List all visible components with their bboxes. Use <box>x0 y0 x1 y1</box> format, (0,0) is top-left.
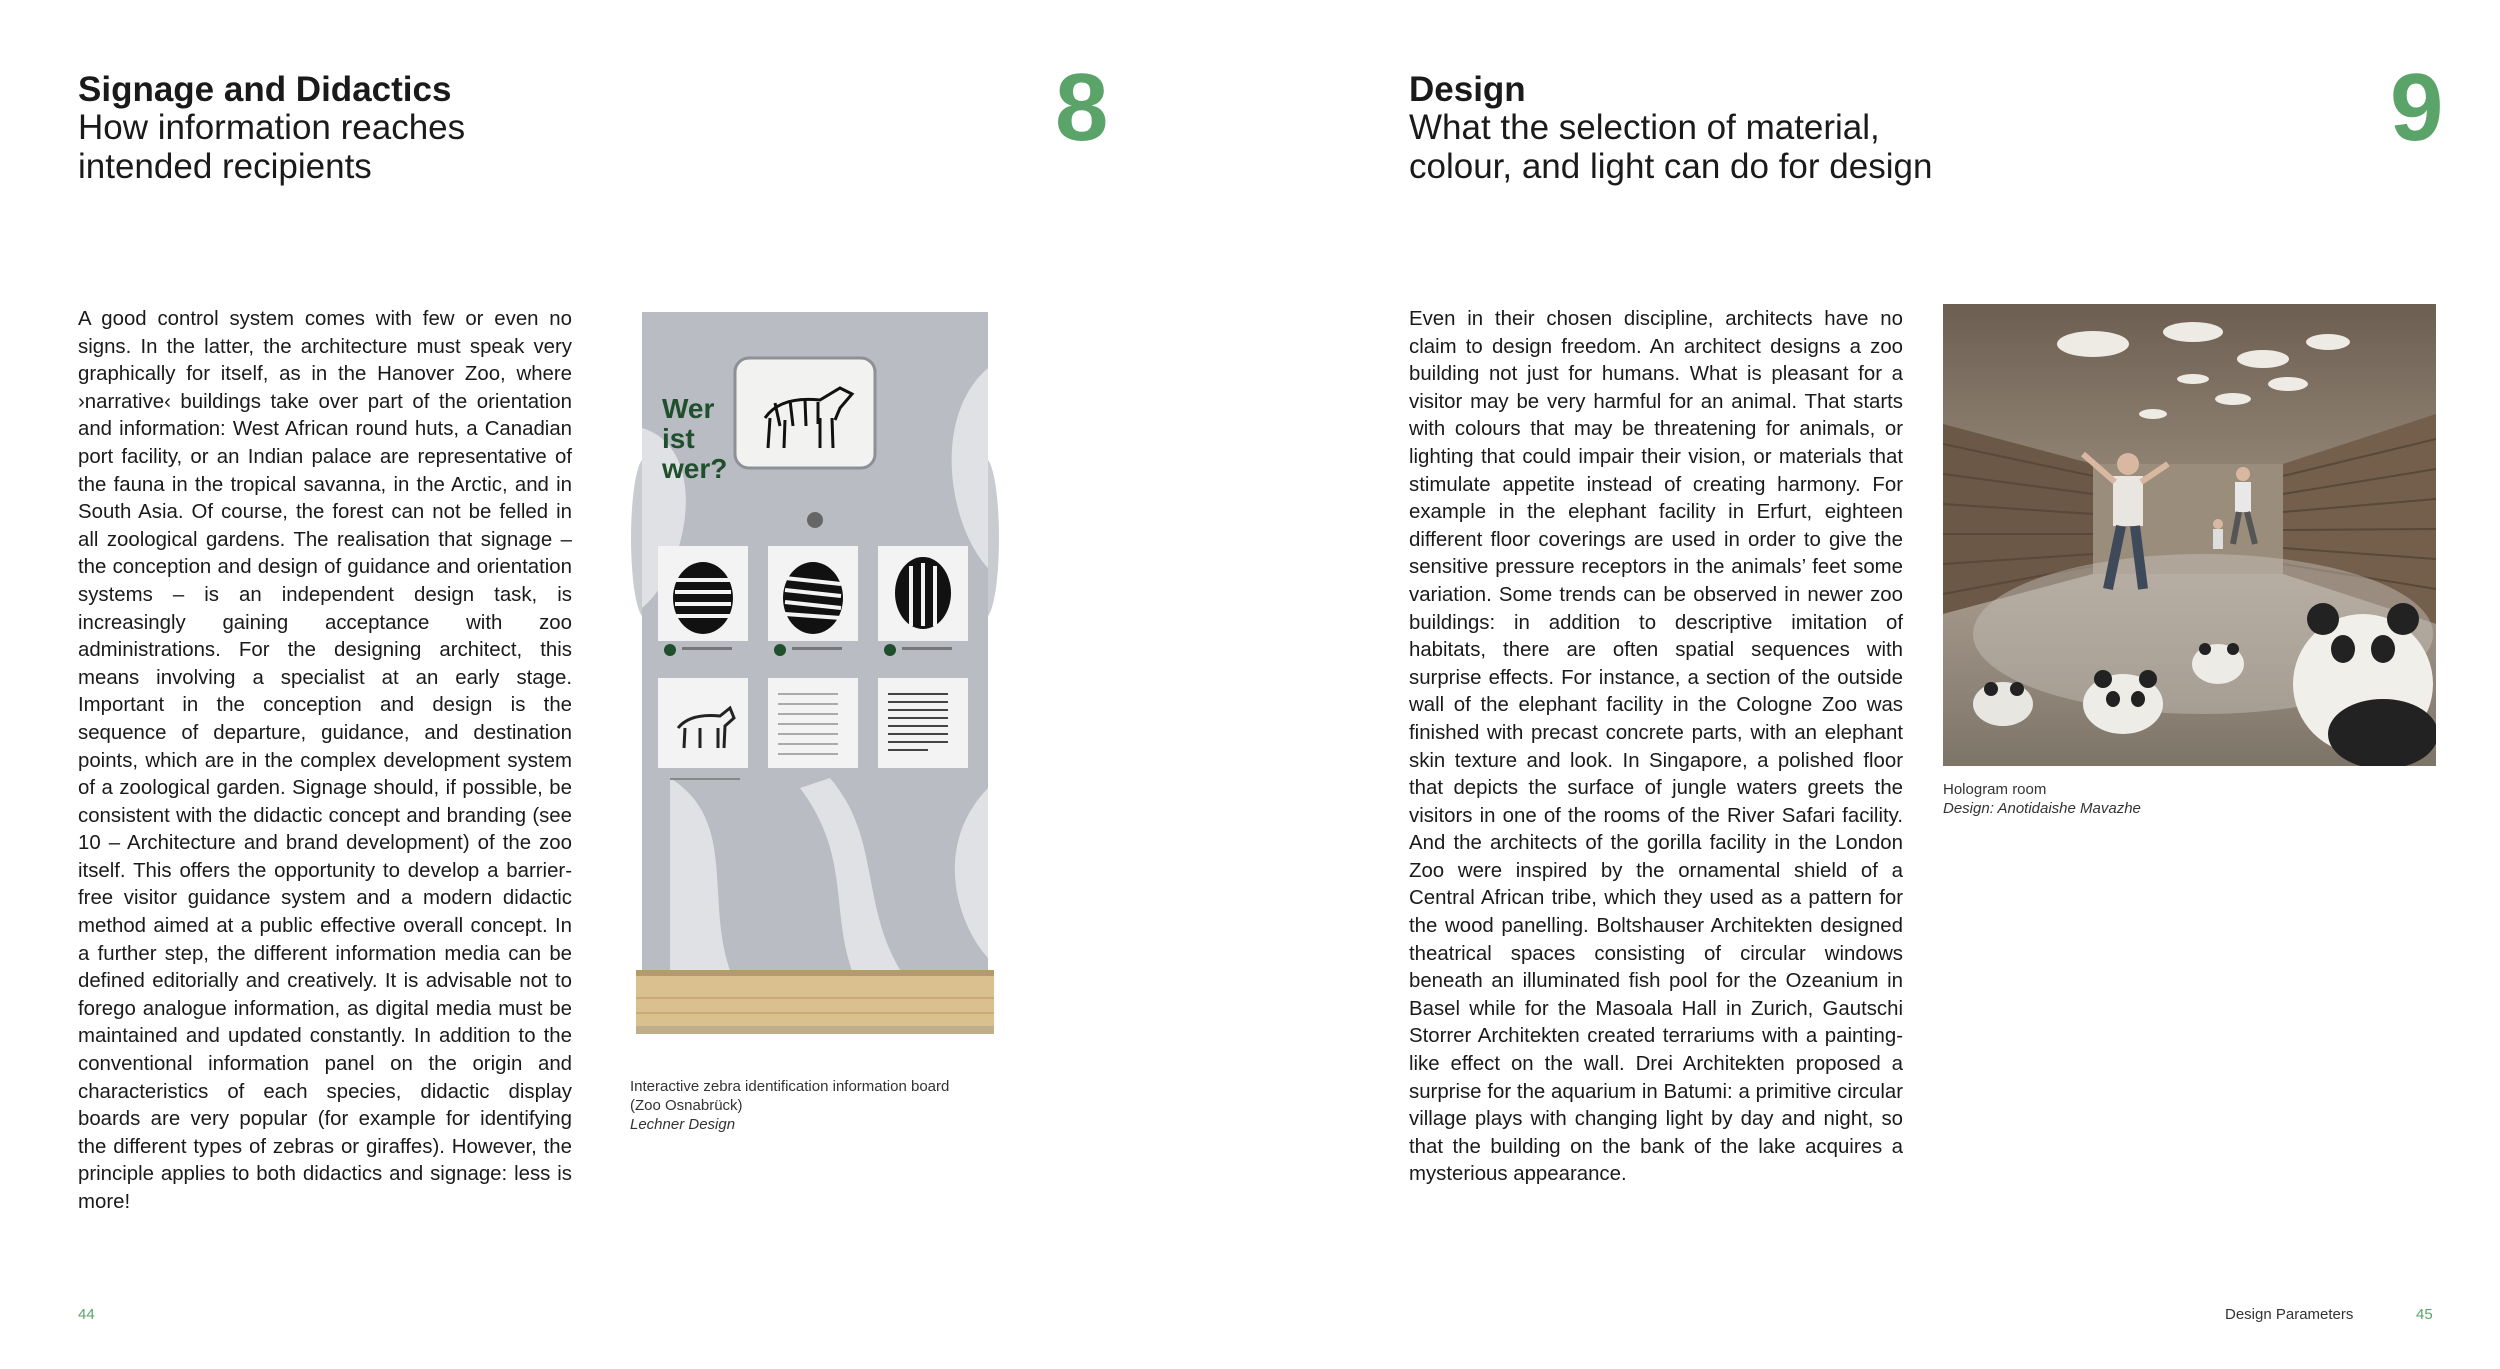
section-title: Signage and Didactics <box>78 70 452 109</box>
caption-line: Interactive zebra identification information board <box>630 1078 950 1095</box>
section-number: 8 <box>1055 54 1109 161</box>
page-number-right: 45 <box>2416 1306 2433 1323</box>
body-text: Even in their chosen discipline, architects have no claim to design freedom. An architect designs a zoo building not just for humans. What is pleasant for a visitor may be very harmful for an animal. That starts with colours that may be threatening for animals, or lighting that could impair their vision, or materials that stimulate appetite instead of creating harmony. For example in the elephant facility in Erfurt, eighteen different floor coverings are used in order to give the sensitive pressure receptors in the animals’ feet some variation. Some trends can be observed in newer zoo buildings: in addition to descriptive imitation of habitats, there are often spatial sequences with surprise effects. For instance, a section of the outside wall of the elephant facility in the Cologne Zoo was finished with precast concrete parts, with an elephant skin texture and look. In Singapore, a polished floor that depicts the surface of jungle waters greets the visitors in one of the rooms of the River Safari facility. And the architects of the gorilla facility in the London Zoo were inspired by the ornamental shield of a Central African tribe, which they used as a pattern for the wood panelling. Boltshauser Architekten designed theatrical spaces consisting of circular windows beneath an illuminated fish pool for the Ozeanium in Basel while for the Masoala Hall in Zurich, Gautschi Storrer Architekten created terrariums with a painting-like effect on the wall. Drei Architekten proposed a surprise for the aquarium in Batumi: a primitive circular village plays with changing light by day and night, so that the building on the bank of the lake acquires a mysterious appearance. <box>1409 308 1903 1186</box>
caption-line: Hologram room <box>1943 781 2047 798</box>
figure-caption-right <box>1943 780 2343 818</box>
hologram-room-photo <box>1943 304 2436 766</box>
caption-line: (Zoo Osnabrück) <box>630 1097 743 1114</box>
caption-credit: Lechner Design <box>630 1116 736 1133</box>
figure-caption-left <box>630 1077 1030 1134</box>
section-subtitle: What the selection of material, colour, and light can do for design <box>1409 108 1933 186</box>
board-heading: Wer ist wer? <box>662 393 728 484</box>
footer-section-label: Design Parameters <box>2225 1306 2354 1323</box>
section-title: Design <box>1409 70 1526 109</box>
caption-credit: Design: Anotidaishe Mavazhe <box>1943 800 2141 817</box>
section-number: 9 <box>2390 54 2444 161</box>
page-number-left: 44 <box>78 1306 95 1323</box>
body-text: A good control system comes with few or even no signs. In the latter, the architecture must speak very graphically for itself, as in the Hanover Zoo, where ›narrative‹ buildings take over part of the orientation and information: West African round huts, a Canadian port facility, or an Indian palace are representative of the fauna in the tropical savanna, in the Arctic, and in South Asia. Of course, the forest can not be felled in all zoological gardens. The realisation that signage – the conception and design of guidance and orientation systems – is an independent design task, is increasingly gaining acceptance with zoo administrations. For the designing architect, this means involving a specialist at an early stage. Important in the conception and design is the sequence of departure, guidance, and destination points, which are in the complex development system of a zoological garden. Signage should, if possible, be consistent with the didactic concept and branding (see 10 – Architecture and brand development) of the zoo itself. This offers the opportunity to develop a barrier-free visitor guidance system and a modern didactic method aimed at a public effective overall concept. In a further step, the different information media can be defined editorially and creatively. It is advisable not to forego analogue information, as digital media must be maintained and updated constantly. In addition to the conventional information panel on the origin and characteristics of each species, didactic display boards are very popular (for example for identifying the different types of zebras or giraffes). However, the principle applies to both didactics and signage: less is more! <box>78 308 572 1213</box>
right-page <box>1250 0 2500 1369</box>
section-subtitle: How information reaches intended recipients <box>78 108 466 186</box>
zebra-board-photo <box>630 308 1000 1058</box>
